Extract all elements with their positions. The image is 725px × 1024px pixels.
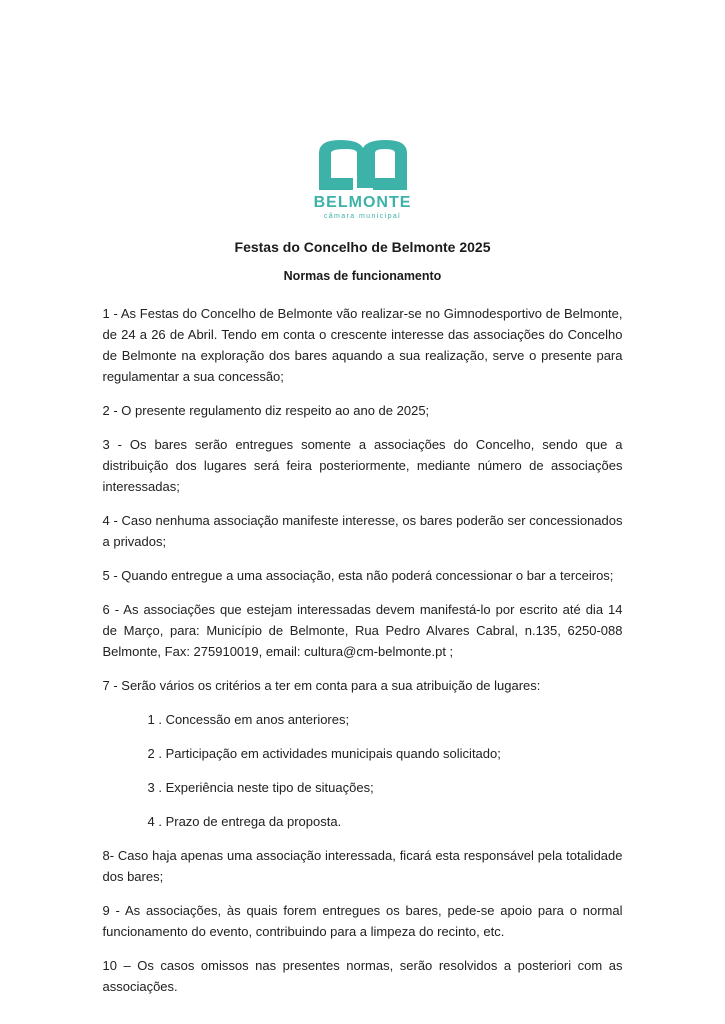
criteria-item-3: 3 . Experiência neste tipo de situações; <box>147 780 374 795</box>
paragraph-6: 6 - As associações que estejam interessadas devem manifestá-lo por escrito até dia 14 de Março, para: Município de Belmonte, Rua Pedro Alvares Cabral, n.135, 6250-088 Belmonte, Fax: 275910019, email: cultura@cm-belmonte.pt ; <box>102 602 623 659</box>
document-body <box>103 303 623 997</box>
document-subtitle: Normas de funcionamento <box>283 269 442 283</box>
paragraph-1: 1 - As Festas do Concelho de Belmonte vão realizar-se no Gimnodesportivo de Belmonte, de 24 a 26 de Abril. Tendo em conta o crescente interesse das associações do Concelho de Belmonte na exploração dos bares aquando a sua realização, serve o presente para regulamentar a sua concessão; <box>102 306 623 384</box>
logo-tagline: câmara municipal <box>323 213 402 220</box>
paragraph-7: 7 - Serão vários os critérios a ter em conta para a sua atribuição de lugares: <box>102 678 541 693</box>
paragraph-2: 2 - O presente regulamento diz respeito ao ano de 2025; <box>102 403 430 418</box>
paragraph-4: 4 - Caso nenhuma associação manifeste interesse, os bares poderão ser concessionados a privados; <box>102 513 623 549</box>
criteria-item-1: 1 . Concessão em anos anteriores; <box>147 712 350 727</box>
criteria-item-4: 4 . Prazo de entrega da proposta. <box>147 814 342 829</box>
paragraph-5: 5 - Quando entregue a uma associação, esta não poderá concessionar o bar a terceiros; <box>102 568 614 583</box>
paragraph-10: 10 – Os casos omissos nas presentes normas, serão resolvidos a posteriori com as associações. <box>102 958 623 994</box>
logo-m-shape <box>319 140 407 190</box>
paragraph-3: 3 - Os bares serão entregues somente a associações do Concelho, sendo que a distribuição dos lugares será feira posteriormente, mediante número de associações interessadas; <box>102 437 623 494</box>
belmonte-logo-mark-icon <box>319 140 407 190</box>
criteria-item-2: 2 . Participação em actividades municipais quando solicitado; <box>147 746 501 761</box>
criteria-list <box>103 709 623 832</box>
logo-wordmark: BELMONTE <box>313 194 412 211</box>
paragraph-8: 8- Caso haja apenas uma associação interessada, ficará esta responsável pela totalidade dos bares; <box>102 848 623 884</box>
document-title: Festas do Concelho de Belmonte 2025 <box>234 239 491 255</box>
paragraph-9: 9 - As associações, às quais forem entregues os bares, pede-se apoio para o normal funcionamento do evento, contribuindo para a limpeza do recinto, etc. <box>102 903 623 939</box>
belmonte-logo <box>0 0 725 221</box>
